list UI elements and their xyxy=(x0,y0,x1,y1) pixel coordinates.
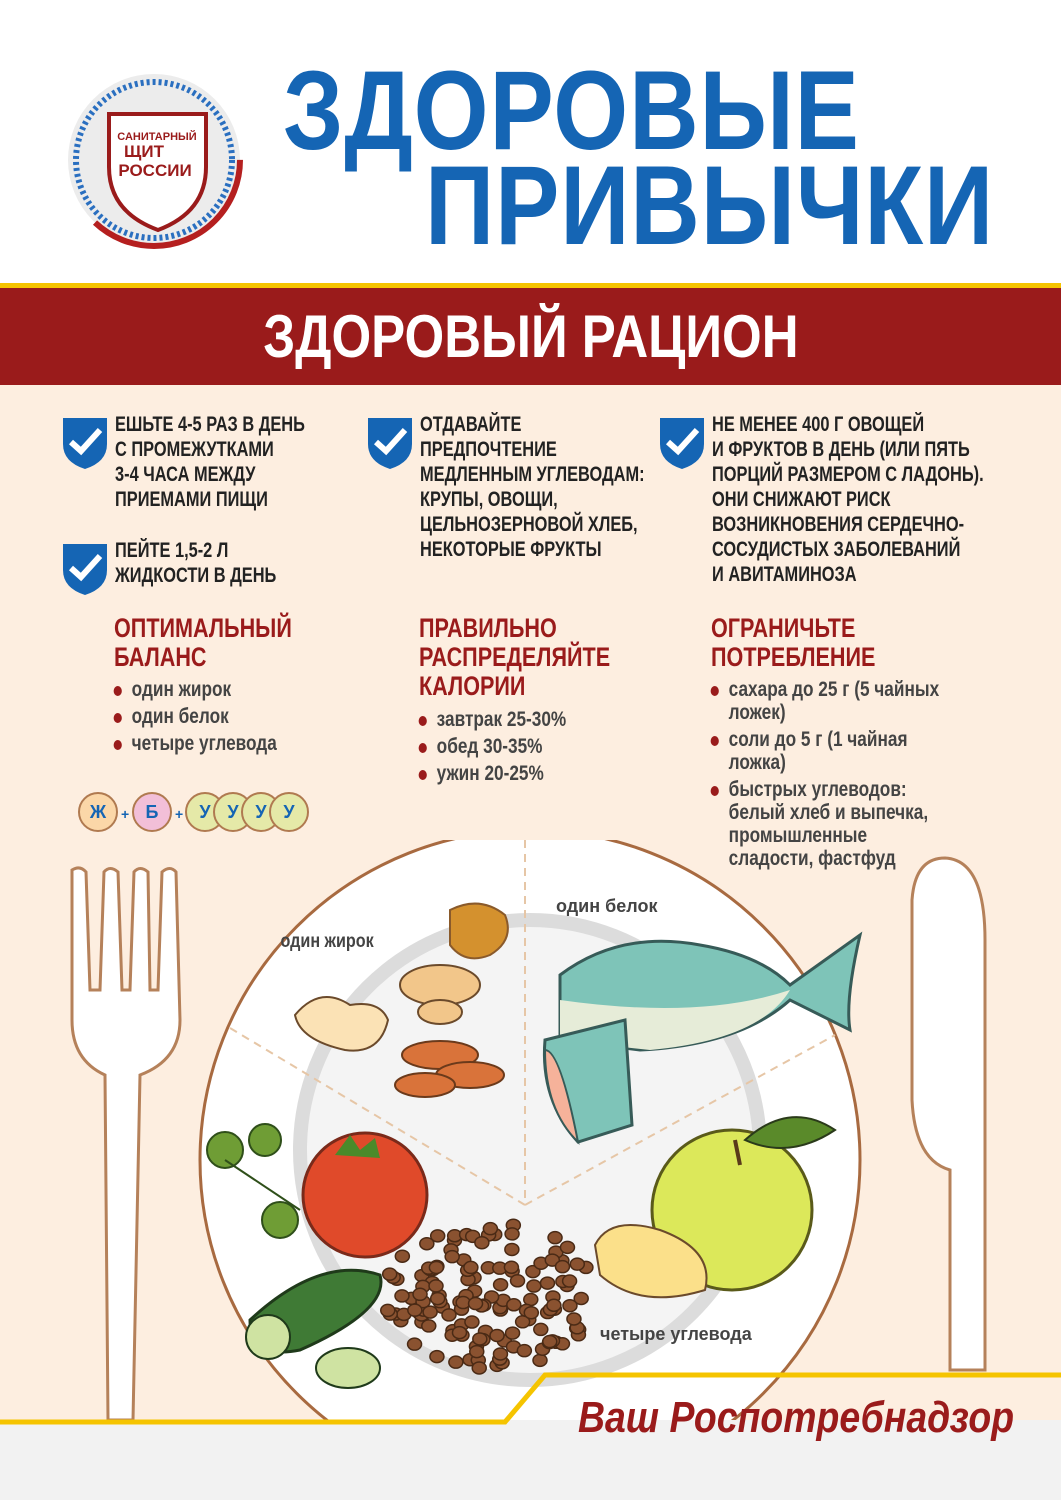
knife-icon xyxy=(912,858,985,1370)
buckwheat-grain xyxy=(533,1354,547,1366)
logo-text: САНИТАРНЫЙ xyxy=(117,131,197,143)
buckwheat-grain xyxy=(420,1238,434,1250)
buckwheat-grain xyxy=(429,1280,443,1292)
list-item: четыре углевода xyxy=(112,732,277,755)
tip-vegetables: НЕ МЕНЕЕ 400 Г ОВОЩЕЙ И ФРУКТОВ В ДЕНЬ (ИЛИ ПЯТЬ ПОРЦИЙ РАЗМЕРОМ С ЛАДОНЬ). ОНИ СНИЖАЮТ РИСК ВОЗНИКНОВЕНИЯ СЕРДЕЧНО- СОСУДИСТЫХ ЗАБОЛЕВАНИЙ И АВИТАМИНОЗА xyxy=(712,413,984,586)
list-item: один белок xyxy=(112,705,277,728)
list-item: ужин 20-25% xyxy=(417,762,566,785)
buckwheat-grain xyxy=(543,1336,557,1348)
plate-illustration xyxy=(0,840,1061,1440)
buckwheat-grain xyxy=(547,1299,561,1311)
buckwheat-grain xyxy=(563,1275,577,1287)
buckwheat-grain xyxy=(381,1304,395,1316)
page-title-line2: ПРИВЫЧКИ xyxy=(425,143,995,268)
buckwheat-grain xyxy=(469,1298,483,1310)
buckwheat-grain xyxy=(494,1279,508,1291)
shield-check-icon xyxy=(62,416,108,470)
fat-badge: Ж xyxy=(78,792,118,832)
tip-slow-carbs: ОТДАВАЙТЕ ПРЕДПОЧТЕНИЕ МЕДЛЕННЫМ УГЛЕВОДАМ: КРУПЫ, ОВОЩИ, ЦЕЛЬНОЗЕРНОВОЙ ХЛЕБ, НЕКОТОРЫЕ ФРУКТЫ xyxy=(420,413,645,561)
buckwheat-grain xyxy=(413,1288,427,1300)
list-item: завтрак 25-30% xyxy=(417,708,566,731)
buckwheat-grain xyxy=(524,1307,538,1319)
protein-label: один белок xyxy=(556,896,658,916)
fat-label: один жирок xyxy=(280,929,374,952)
tip-meals: ЕШЬТЕ 4-5 РАЗ В ДЕНЬ С ПРОМЕЖУТКАМИ 3-4 ЧАСА МЕЖДУ ПРИЕМАМИ ПИЩИ xyxy=(115,413,305,511)
buckwheat-grain xyxy=(540,1277,554,1289)
buckwheat-grain xyxy=(567,1313,581,1325)
buckwheat-grain xyxy=(507,1299,521,1311)
plus-sign: + xyxy=(175,806,184,822)
buckwheat-grain xyxy=(383,1268,397,1280)
buckwheat-grain xyxy=(430,1351,444,1363)
buckwheat-grain xyxy=(505,1228,519,1240)
tomato-icon xyxy=(303,1133,427,1257)
section-banner xyxy=(0,288,1061,385)
buckwheat-grain xyxy=(464,1261,478,1273)
carb-badge: У xyxy=(213,792,253,832)
list-item: один жирок xyxy=(112,678,277,701)
section-heading-limit: ОГРАНИЧЬТЕ ПОТРЕБЛЕНИЕ xyxy=(711,613,876,672)
carb-label: четыре углевода xyxy=(600,1324,752,1344)
list-item: сахара до 25 г (5 чайных ложек) xyxy=(709,678,939,724)
buckwheat-grain xyxy=(504,1261,518,1273)
buckwheat-grain xyxy=(470,1346,484,1358)
buckwheat-grain xyxy=(534,1323,548,1335)
protein-badge: Б xyxy=(132,792,172,832)
buckwheat-grain xyxy=(511,1275,525,1287)
shield-check-icon xyxy=(62,542,108,596)
tip-water: ПЕЙТЕ 1,5-2 Л ЖИДКОСТИ В ДЕНЬ xyxy=(115,539,277,587)
buckwheat-grain xyxy=(423,1306,437,1318)
section-heading-calories: ПРАВИЛЬНО РАСПРЕДЕЛЯЙТЕ КАЛОРИИ xyxy=(419,613,611,701)
list-item: быстрых углеводов: белый хлеб и выпечка, промышленные сладости, фастфуд xyxy=(709,778,939,870)
logo-sanitary-shield xyxy=(66,72,246,252)
balance-list xyxy=(112,678,277,759)
buckwheat-grain xyxy=(527,1280,541,1292)
calories-list xyxy=(417,708,566,789)
shield-check-icon xyxy=(367,416,413,470)
buckwheat-grain xyxy=(465,1316,479,1328)
buckwheat-grain xyxy=(445,1251,459,1263)
fork-icon xyxy=(72,868,180,1420)
buckwheat-grain xyxy=(548,1232,562,1244)
buckwheat-grain xyxy=(505,1243,519,1255)
buckwheat-grain xyxy=(560,1241,574,1253)
list-item: обед 30-35% xyxy=(417,735,566,758)
carb-badge: У xyxy=(241,792,281,832)
buckwheat-grain xyxy=(429,1261,443,1273)
buckwheat-grain xyxy=(517,1345,531,1357)
buckwheat-grain xyxy=(493,1348,507,1360)
logo-text: ЩИТ xyxy=(124,142,164,161)
buckwheat-grain xyxy=(452,1327,466,1339)
carb-badge: У xyxy=(269,792,309,832)
logo-text: РОССИИ xyxy=(118,161,192,180)
buckwheat-grain xyxy=(422,1320,436,1332)
section-title: ЗДОРОВЫЙ РАЦИОН xyxy=(262,303,799,370)
brand-signature: Ваш Роспотребнадзор xyxy=(578,1393,1015,1442)
buckwheat-grain xyxy=(506,1327,520,1339)
buckwheat-grain xyxy=(395,1250,409,1262)
buckwheat-grain xyxy=(431,1293,445,1305)
page-title-line1: ЗДОРОВЫЕ xyxy=(283,48,860,173)
buckwheat-grain xyxy=(555,1261,569,1273)
buckwheat-grain xyxy=(408,1304,422,1316)
buckwheat-grain xyxy=(442,1309,456,1321)
buckwheat-grain xyxy=(563,1300,577,1312)
list-item: соли до 5 г (1 чайная ложка) xyxy=(709,728,939,774)
buckwheat-grain xyxy=(483,1223,497,1235)
buckwheat-grain xyxy=(475,1237,489,1249)
buckwheat-grain xyxy=(570,1258,584,1270)
section-heading-balance: ОПТИМАЛЬНЫЙ БАЛАНС xyxy=(114,613,292,672)
buckwheat-grain xyxy=(473,1333,487,1345)
buckwheat-grain xyxy=(490,1329,504,1341)
carb-badge: У xyxy=(185,792,225,832)
shield-check-icon xyxy=(659,416,705,470)
buckwheat-grain xyxy=(395,1290,409,1302)
buckwheat-grain xyxy=(449,1356,463,1368)
buckwheat-grain xyxy=(408,1338,422,1350)
plus-sign: + xyxy=(121,806,130,822)
